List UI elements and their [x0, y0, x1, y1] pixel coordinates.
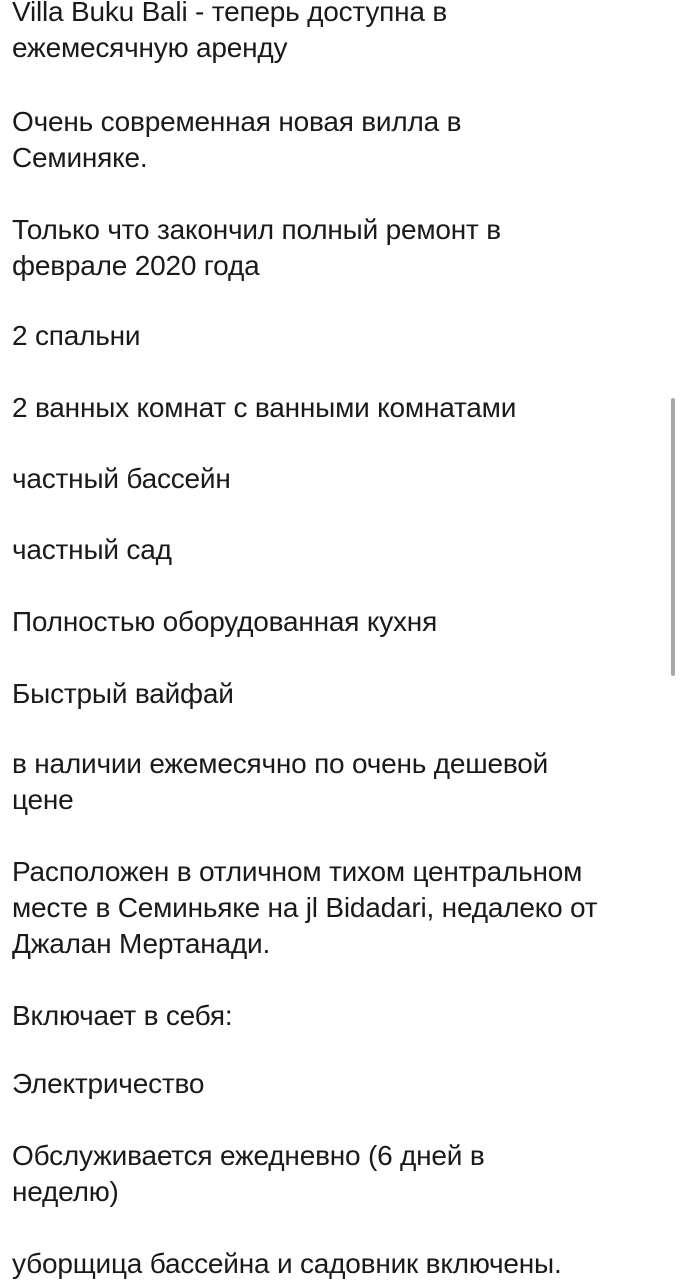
paragraph-monthly-price: в наличии ежемесячно по очень дешевой цене — [12, 748, 549, 815]
paragraph-renovation: Только что закончил полный ремонт в феврале 2020 года — [12, 214, 501, 281]
paragraph-location: Расположен в отличном тихом центральном месте в Семиньяке на jl Bidadari, недалеко от Джалан Мертанади. — [12, 856, 598, 959]
scrollbar-thumb[interactable] — [671, 398, 675, 676]
paragraph-service: Обслуживается ежедневно (6 дней в неделю) — [12, 1140, 485, 1207]
paragraph-title: Villa Buku Bali - теперь доступна в ежемесячную аренду — [12, 0, 448, 63]
paragraph-pool: частный бассейн — [12, 463, 231, 494]
paragraph-modern-villa: Очень современная новая вилла в Семиняке. — [12, 106, 462, 173]
paragraph-kitchen: Полностью оборудованная кухня — [12, 606, 438, 637]
paragraph-bedrooms: 2 спальни — [12, 320, 141, 351]
paragraph-pool-cleaner: уборщица бассейна и садовник включены. — [12, 1248, 562, 1279]
paragraph-bathrooms: 2 ванных комнат с ванными комнатами — [12, 392, 517, 423]
paragraph-garden: частный сад — [12, 534, 172, 565]
paragraph-wifi: Быстрый вайфай — [12, 678, 234, 709]
paragraph-electricity: Электричество — [12, 1068, 205, 1099]
paragraph-includes: Включает в себя: — [12, 1000, 233, 1031]
